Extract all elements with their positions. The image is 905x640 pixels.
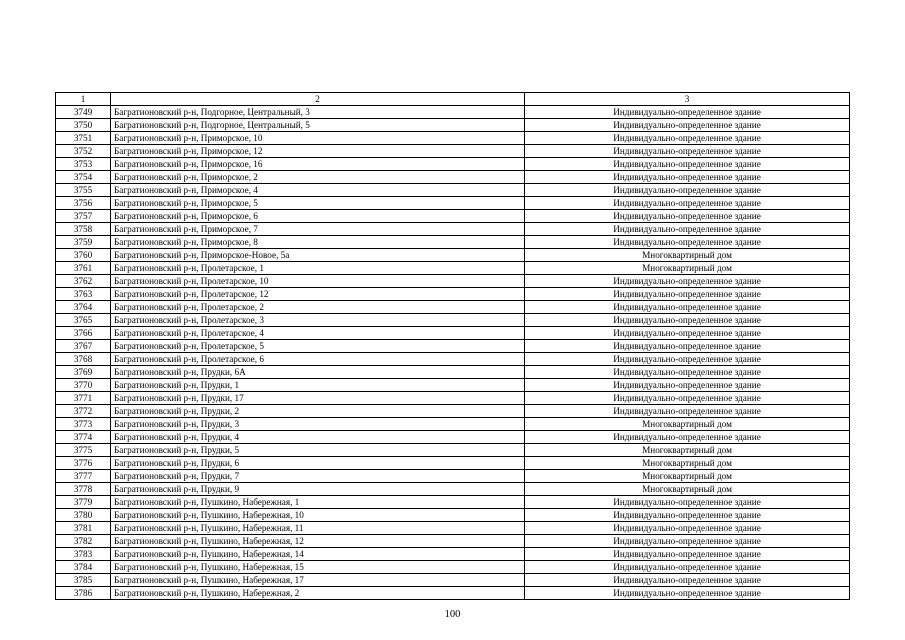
building-type-cell: Индивидуально-определенное здание	[525, 158, 850, 171]
table-row	[56, 145, 850, 158]
address-cell: Багратионовский р-н, Прудки, 5	[111, 444, 525, 457]
address-cell: Багратионовский р-н, Прудки, 6	[111, 457, 525, 470]
address-cell: Багратионовский р-н, Прудки, 3	[111, 418, 525, 431]
address-cell: Багратионовский р-н, Приморское, 16	[111, 158, 525, 171]
table-row	[56, 535, 850, 548]
building-type-cell: Индивидуально-определенное здание	[525, 314, 850, 327]
table-row	[56, 132, 850, 145]
row-number-cell: 3756	[56, 197, 111, 210]
row-number-cell: 3780	[56, 509, 111, 522]
building-type-cell: Индивидуально-определенное здание	[525, 431, 850, 444]
table-row	[56, 236, 850, 249]
building-type-cell: Индивидуально-определенное здание	[525, 327, 850, 340]
table-row	[56, 314, 850, 327]
address-cell: Багратионовский р-н, Пролетарское, 12	[111, 288, 525, 301]
table-row	[56, 509, 850, 522]
row-number-cell: 3766	[56, 327, 111, 340]
address-cell: Багратионовский р-н, Приморское, 5	[111, 197, 525, 210]
row-number-cell: 3771	[56, 392, 111, 405]
table-row	[56, 548, 850, 561]
address-cell: Багратионовский р-н, Пролетарское, 5	[111, 340, 525, 353]
row-number-cell: 3757	[56, 210, 111, 223]
building-type-cell: Многоквартирный дом	[525, 249, 850, 262]
page-number: 100	[444, 609, 461, 620]
column-header-3: 3	[525, 93, 850, 106]
building-type-cell: Индивидуально-определенное здание	[525, 275, 850, 288]
table-row	[56, 340, 850, 353]
table-row	[56, 249, 850, 262]
column-header-2: 2	[111, 93, 525, 106]
building-type-cell: Индивидуально-определенное здание	[525, 197, 850, 210]
address-cell: Багратионовский р-н, Пушкино, Набережная, 17	[111, 574, 525, 587]
table-row	[56, 483, 850, 496]
building-type-cell: Многоквартирный дом	[525, 444, 850, 457]
table-row	[56, 418, 850, 431]
address-cell: Багратионовский р-н, Пролетарское, 4	[111, 327, 525, 340]
address-cell: Багратионовский р-н, Прудки, 6А	[111, 366, 525, 379]
address-cell: Багратионовский р-н, Пушкино, Набережная, 15	[111, 561, 525, 574]
table-row	[56, 184, 850, 197]
building-type-cell: Индивидуально-определенное здание	[525, 496, 850, 509]
row-number-cell: 3779	[56, 496, 111, 509]
table-row	[56, 158, 850, 171]
table-row	[56, 106, 850, 119]
table-row	[56, 171, 850, 184]
building-type-cell: Многоквартирный дом	[525, 470, 850, 483]
row-number-cell: 3776	[56, 457, 111, 470]
table-row	[56, 496, 850, 509]
address-cell: Багратионовский р-н, Пролетарское, 3	[111, 314, 525, 327]
building-type-cell: Индивидуально-определенное здание	[525, 353, 850, 366]
address-cell: Багратионовский р-н, Пушкино, Набережная, 10	[111, 509, 525, 522]
table-row	[56, 587, 850, 600]
address-cell: Багратионовский р-н, Прудки, 4	[111, 431, 525, 444]
address-cell: Багратионовский р-н, Приморское, 8	[111, 236, 525, 249]
building-type-cell: Индивидуально-определенное здание	[525, 288, 850, 301]
address-cell: Багратионовский р-н, Пролетарское, 2	[111, 301, 525, 314]
address-cell: Багратионовский р-н, Приморское-Новое, 5а	[111, 249, 525, 262]
address-cell: Багратионовский р-н, Подгорное, Центральный, 5	[111, 119, 525, 132]
table-row	[56, 366, 850, 379]
building-type-cell: Индивидуально-определенное здание	[525, 535, 850, 548]
row-number-cell: 3758	[56, 223, 111, 236]
row-number-cell: 3777	[56, 470, 111, 483]
table-row	[56, 210, 850, 223]
row-number-cell: 3774	[56, 431, 111, 444]
row-number-cell: 3749	[56, 106, 111, 119]
row-number-cell: 3762	[56, 275, 111, 288]
table-body	[56, 106, 850, 600]
table-row	[56, 119, 850, 132]
building-type-cell: Индивидуально-определенное здание	[525, 210, 850, 223]
row-number-cell: 3770	[56, 379, 111, 392]
table-row	[56, 574, 850, 587]
building-type-cell: Индивидуально-определенное здание	[525, 119, 850, 132]
row-number-cell: 3781	[56, 522, 111, 535]
row-number-cell: 3775	[56, 444, 111, 457]
building-type-cell: Индивидуально-определенное здание	[525, 587, 850, 600]
building-type-cell: Индивидуально-определенное здание	[525, 132, 850, 145]
row-number-cell: 3751	[56, 132, 111, 145]
table-row	[56, 301, 850, 314]
table-row	[56, 457, 850, 470]
table-row	[56, 379, 850, 392]
row-number-cell: 3755	[56, 184, 111, 197]
building-type-cell: Многоквартирный дом	[525, 418, 850, 431]
row-number-cell: 3763	[56, 288, 111, 301]
address-cell: Багратионовский р-н, Приморское, 7	[111, 223, 525, 236]
row-number-cell: 3759	[56, 236, 111, 249]
table-row	[56, 392, 850, 405]
row-number-cell: 3783	[56, 548, 111, 561]
address-cell: Багратионовский р-н, Пролетарское, 1	[111, 262, 525, 275]
address-cell: Багратионовский р-н, Подгорное, Центральный, 3	[111, 106, 525, 119]
row-number-cell: 3772	[56, 405, 111, 418]
address-cell: Багратионовский р-н, Пушкино, Набережная, 14	[111, 548, 525, 561]
table-row	[56, 444, 850, 457]
table-row	[56, 262, 850, 275]
address-cell: Багратионовский р-н, Прудки, 17	[111, 392, 525, 405]
address-cell: Багратионовский р-н, Пролетарское, 6	[111, 353, 525, 366]
row-number-cell: 3754	[56, 171, 111, 184]
building-type-cell: Индивидуально-определенное здание	[525, 561, 850, 574]
address-cell: Багратионовский р-н, Пушкино, Набережная, 11	[111, 522, 525, 535]
row-number-cell: 3778	[56, 483, 111, 496]
building-type-cell: Индивидуально-определенное здание	[525, 223, 850, 236]
building-type-cell: Индивидуально-определенное здание	[525, 340, 850, 353]
building-type-cell: Индивидуально-определенное здание	[525, 548, 850, 561]
address-cell: Багратионовский р-н, Прудки, 2	[111, 405, 525, 418]
building-type-cell: Индивидуально-определенное здание	[525, 301, 850, 314]
table-row	[56, 353, 850, 366]
building-type-cell: Многоквартирный дом	[525, 457, 850, 470]
address-cell: Багратионовский р-н, Пушкино, Набережная, 2	[111, 587, 525, 600]
row-number-cell: 3782	[56, 535, 111, 548]
row-number-cell: 3761	[56, 262, 111, 275]
building-type-cell: Индивидуально-определенное здание	[525, 366, 850, 379]
building-type-cell: Индивидуально-определенное здание	[525, 392, 850, 405]
address-cell: Багратионовский р-н, Приморское, 4	[111, 184, 525, 197]
building-type-cell: Индивидуально-определенное здание	[525, 379, 850, 392]
building-type-cell: Индивидуально-определенное здание	[525, 236, 850, 249]
row-number-cell: 3764	[56, 301, 111, 314]
header-row	[56, 93, 850, 106]
row-number-cell: 3750	[56, 119, 111, 132]
row-number-cell: 3760	[56, 249, 111, 262]
address-cell: Багратионовский р-н, Пушкино, Набережная, 1	[111, 496, 525, 509]
row-number-cell: 3767	[56, 340, 111, 353]
table-row	[56, 522, 850, 535]
row-number-cell: 3765	[56, 314, 111, 327]
table-row	[56, 431, 850, 444]
address-cell: Багратионовский р-н, Приморское, 10	[111, 132, 525, 145]
row-number-cell: 3785	[56, 574, 111, 587]
building-type-cell: Индивидуально-определенное здание	[525, 574, 850, 587]
address-cell: Багратионовский р-н, Приморское, 12	[111, 145, 525, 158]
column-header-1: 1	[56, 93, 111, 106]
address-cell: Багратионовский р-н, Прудки, 7	[111, 470, 525, 483]
row-number-cell: 3753	[56, 158, 111, 171]
building-type-cell: Индивидуально-определенное здание	[525, 522, 850, 535]
building-type-cell: Индивидуально-определенное здание	[525, 145, 850, 158]
building-type-cell: Многоквартирный дом	[525, 483, 850, 496]
building-type-cell: Индивидуально-определенное здание	[525, 171, 850, 184]
row-number-cell: 3786	[56, 587, 111, 600]
row-number-cell: 3784	[56, 561, 111, 574]
building-type-cell: Индивидуально-определенное здание	[525, 509, 850, 522]
row-number-cell: 3773	[56, 418, 111, 431]
table-row	[56, 197, 850, 210]
table-row	[56, 223, 850, 236]
building-type-cell: Индивидуально-определенное здание	[525, 106, 850, 119]
table-row	[56, 275, 850, 288]
building-type-cell: Индивидуально-определенное здание	[525, 405, 850, 418]
address-cell: Багратионовский р-н, Приморское, 6	[111, 210, 525, 223]
building-type-cell: Индивидуально-определенное здание	[525, 184, 850, 197]
address-cell: Багратионовский р-н, Пушкино, Набережная, 12	[111, 535, 525, 548]
buildings-table	[55, 92, 850, 600]
address-cell: Багратионовский р-н, Приморское, 2	[111, 171, 525, 184]
building-type-cell: Многоквартирный дом	[525, 262, 850, 275]
table-row	[56, 327, 850, 340]
table-row	[56, 470, 850, 483]
row-number-cell: 3768	[56, 353, 111, 366]
table-row	[56, 561, 850, 574]
address-cell: Багратионовский р-н, Прудки, 9	[111, 483, 525, 496]
row-number-cell: 3769	[56, 366, 111, 379]
table-row	[56, 288, 850, 301]
address-cell: Багратионовский р-н, Пролетарское, 10	[111, 275, 525, 288]
table-header	[56, 93, 850, 106]
row-number-cell: 3752	[56, 145, 111, 158]
address-cell: Багратионовский р-н, Прудки, 1	[111, 379, 525, 392]
table-row	[56, 405, 850, 418]
